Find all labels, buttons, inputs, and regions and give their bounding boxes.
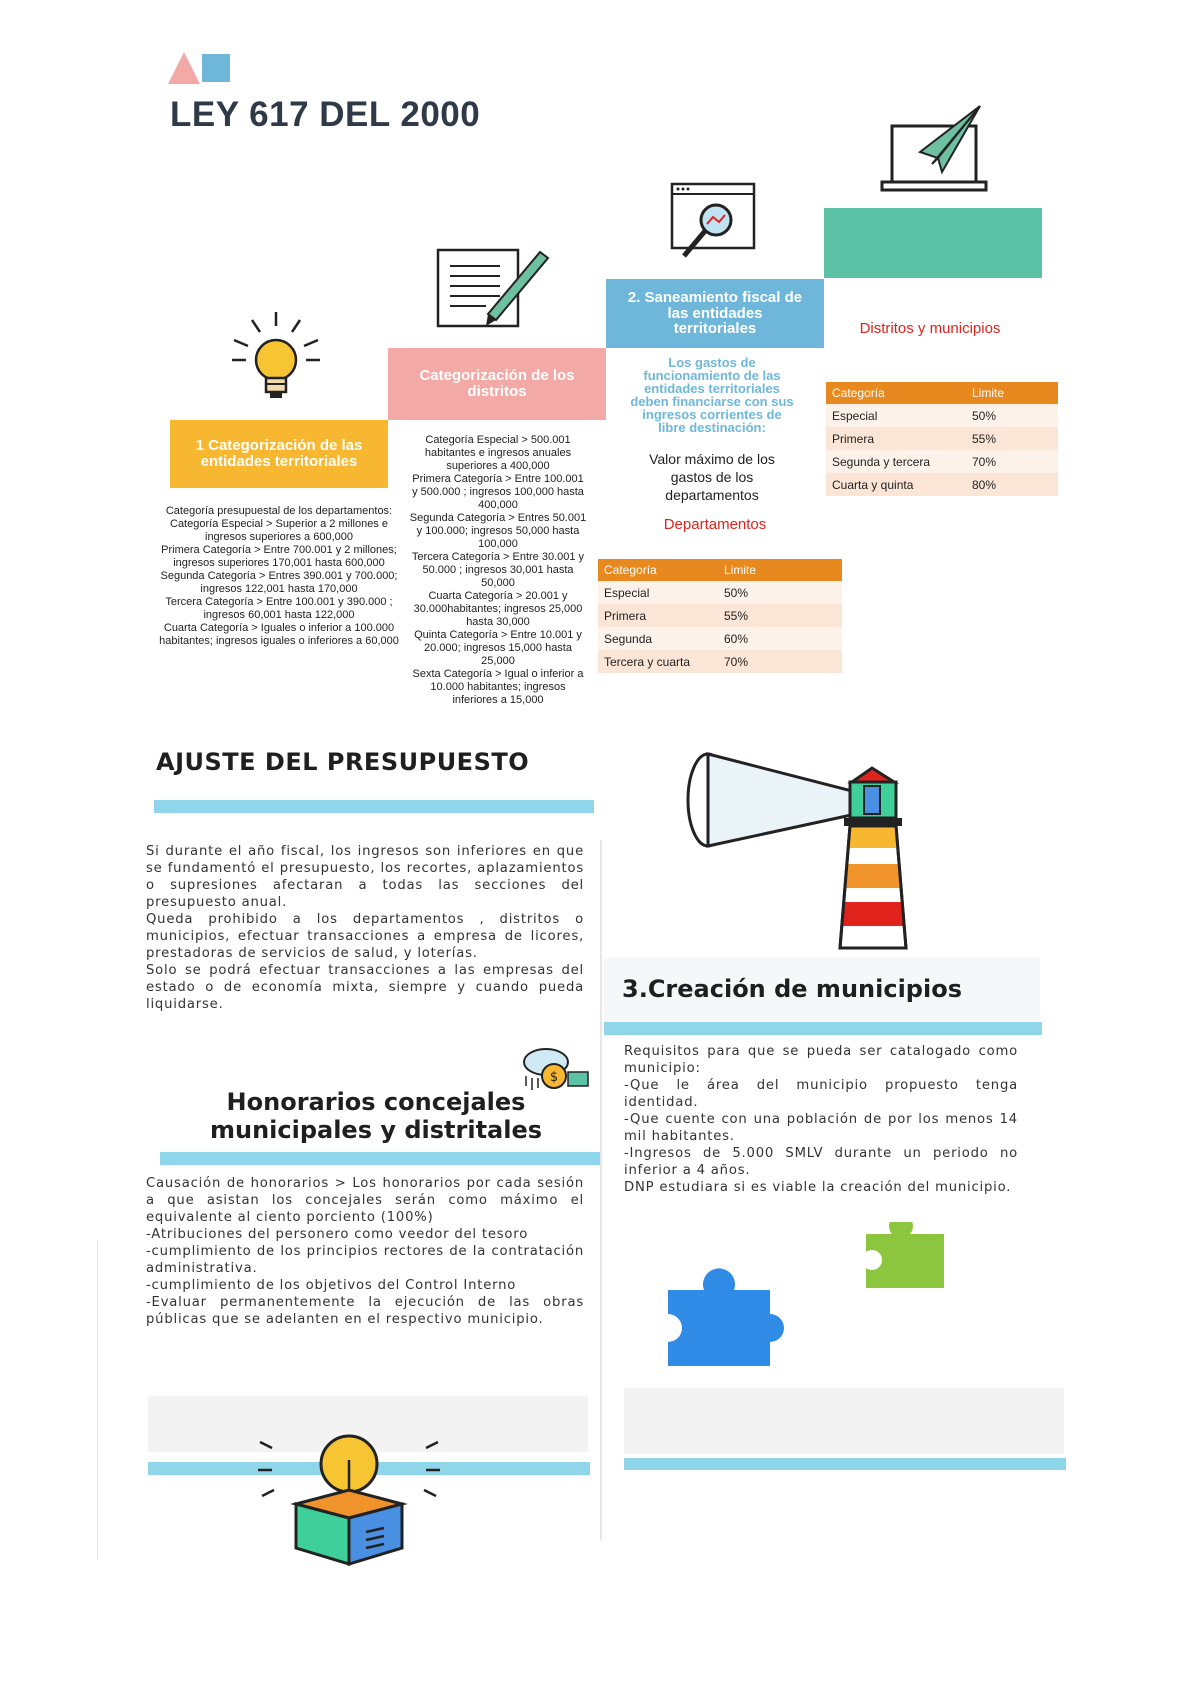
puzzle-blue-icon [668, 1262, 826, 1366]
lightbulb-icon [228, 308, 324, 404]
list-item: Tercera Categoría > Entre 30.001 y 50.000 ; ingresos 30,001 hasta 50,000 [411, 551, 585, 589]
logo [168, 52, 232, 84]
svg-text:$: $ [549, 1070, 559, 1085]
paragraph: Queda prohibido a los departamentos , distritos o municipios, efectuar transacciones a empresa de licores, prestadoras de servicios de salud, y loterías. [146, 912, 584, 961]
bottom-right-accent-bar [624, 1458, 1066, 1470]
saneamiento-intro: Los gastos de funcionamiento de las entidades territoriales deben financiarse con sus ingresos corrientes de libre destinación: [630, 355, 794, 435]
puzzle-green-icon [866, 1222, 946, 1290]
step-2-box [388, 348, 606, 420]
table-row: Especial 50% [598, 581, 842, 604]
paragraph: DNP estudiara si es viable la creación del municipio. [624, 1180, 1012, 1195]
list-item: Cuarta Categoría > 20.001 y 30.000habitantes; ingresos 25,000 hasta 30,000 [413, 590, 583, 628]
step-3-box [606, 279, 824, 348]
list-item: Segunda Categoría > Entres 50.001 y 100.000; ingresos 50,000 hasta 100,000 [409, 512, 587, 550]
document-pencil-icon [436, 248, 556, 328]
table-row: Segunda y tercera 70% [826, 450, 1058, 473]
paragraph: -cumplimiento de los principios rectores de la contratación administrativa. [146, 1244, 584, 1276]
divider-vertical-left [97, 1240, 98, 1560]
distritos-label: Distritos y municipios [859, 320, 1001, 337]
honorarios-title-line2: municipales y distritales [209, 1116, 543, 1144]
honorarios-title [160, 1088, 592, 1144]
table-header-categoria: Categoría [598, 559, 718, 581]
list-item: Categoría Especial > Superior a 2 millones e ingresos superiores a 600,000 [170, 518, 388, 543]
paragraph: -cumplimiento de los objetivos del Control Interno [146, 1278, 517, 1293]
paragraph: Causación de honorarios > Los honorarios por cada sesión a que asistan los concejales serán como máximo el equivalente al ciento porciento (100%) [146, 1176, 584, 1225]
list-item: Quinta Categoría > Entre 10.001 y 20.000; ingresos 15,000 hasta 25,000 [414, 629, 582, 667]
browser-search-icon [670, 182, 756, 262]
honorarios-accent-bar [160, 1152, 600, 1165]
lighthouse-megaphone-icon [684, 752, 914, 952]
table-departamentos [598, 559, 842, 673]
paragraph: -Ingresos de 5.000 SMLV durante un periodo no inferior a 4 años. [624, 1146, 1018, 1178]
departamentos-categories [148, 505, 410, 648]
step-1-label: 1 Categorización de las entidades territoriales [195, 437, 363, 470]
list-item: Categoría Especial > 500.001 habitantes e ingresos anuales superiores a 400,000 [424, 434, 572, 472]
creacion-title: 3.Creación de municipios [622, 975, 962, 1003]
step-1-box [170, 420, 388, 488]
page-title: LEY 617 DEL 2000 [170, 95, 481, 134]
creacion-accent-bar [604, 1022, 1042, 1035]
paragraph: Requisitos para que se pueda ser catalogado como municipio: [624, 1044, 1018, 1076]
list-item: Sexta Categoría > Igual o inferior a 10.000 habitantes; ingresos inferiores a 15,000 [412, 668, 584, 706]
paragraph: -Que le área del municipio propuesto tenga identidad. [624, 1078, 1018, 1110]
ajuste-accent-bar [154, 800, 594, 813]
table-row: Tercera y cuarta 70% [598, 650, 842, 673]
table-header-limite: Limite [966, 382, 1058, 404]
table-header-limite: Limite [718, 559, 842, 581]
paragraph: -Atribuciones del personero como veedor del tesoro [146, 1227, 529, 1242]
step-2-label: Categorización de los distritos [419, 367, 575, 400]
list-item: Segunda Categoría > Entres 390.001 y 700.000; ingresos 122,001 hasta 170,000 [160, 570, 398, 595]
logo-shapes-icon [168, 52, 232, 84]
cloud-coins-icon [518, 1046, 590, 1094]
divider-vertical [600, 840, 602, 1540]
step-4-box [824, 208, 1042, 278]
ajuste-body [146, 843, 584, 1013]
list-item: Tercera Categoría > Entre 100.001 y 390.000 ; ingresos 60,001 hasta 122,000 [165, 596, 393, 621]
paragraph: Si durante el año fiscal, los ingresos son inferiores en que se fundamentó el presupuesto, los recortes, aplazamientos o supresiones afectaran a todas las secciones del presupuesto anual. [146, 844, 584, 910]
distritos-categories [408, 434, 588, 707]
table-row: Primera 55% [826, 427, 1058, 450]
table-header-categoria: Categoría [826, 382, 966, 404]
table-distritos [826, 382, 1058, 496]
table-row: Primera 55% [598, 604, 842, 627]
laptop-paper-plane-icon [880, 104, 988, 194]
list-item: Categoría presupuestal de los departamentos: [165, 505, 393, 517]
bottom-right-panel [624, 1388, 1064, 1454]
valor-maximo-text: Valor máximo de los gastos de los departamentos [649, 451, 775, 503]
table-row: Cuarta y quinta 80% [826, 473, 1058, 496]
departamentos-label: Departamentos [663, 516, 767, 533]
table-row: Especial 50% [826, 404, 1058, 427]
paragraph: -Evaluar permanentemente la ejecución de las obras públicas que se adelanten en el respectivo municipio. [146, 1295, 584, 1327]
creacion-body [624, 1043, 1018, 1196]
honorarios-body [146, 1175, 584, 1328]
list-item: Primera Categoría > Entre 100.001 y 500.000 ; ingresos 100,000 hasta 400,000 [412, 473, 584, 511]
paragraph: Solo se podrá efectuar transacciones a las empresas del estado o de economía mixta, siempre y cuando pueda liquidarse. [146, 963, 584, 1012]
ajuste-title: AJUSTE DEL PRESUPUESTO [156, 748, 530, 776]
list-item: Cuarta Categoría > Iguales o inferior a 100.000 habitantes; ingresos iguales o inferiores a 60,000 [159, 622, 399, 647]
step-3-label: 2. Saneamiento fiscal de las entidades territoriales [627, 288, 803, 338]
honorarios-title-line1: Honorarios concejales [226, 1088, 526, 1116]
list-item: Primera Categoría > Entre 700.001 y 2 millones; ingresos superiores 170,001 hasta 600,000 [161, 544, 397, 569]
idea-box-icon [256, 1434, 442, 1566]
paragraph: -Que cuente con una población de por los menos 14 mil habitantes. [624, 1112, 1018, 1144]
table-row: Segunda 60% [598, 627, 842, 650]
